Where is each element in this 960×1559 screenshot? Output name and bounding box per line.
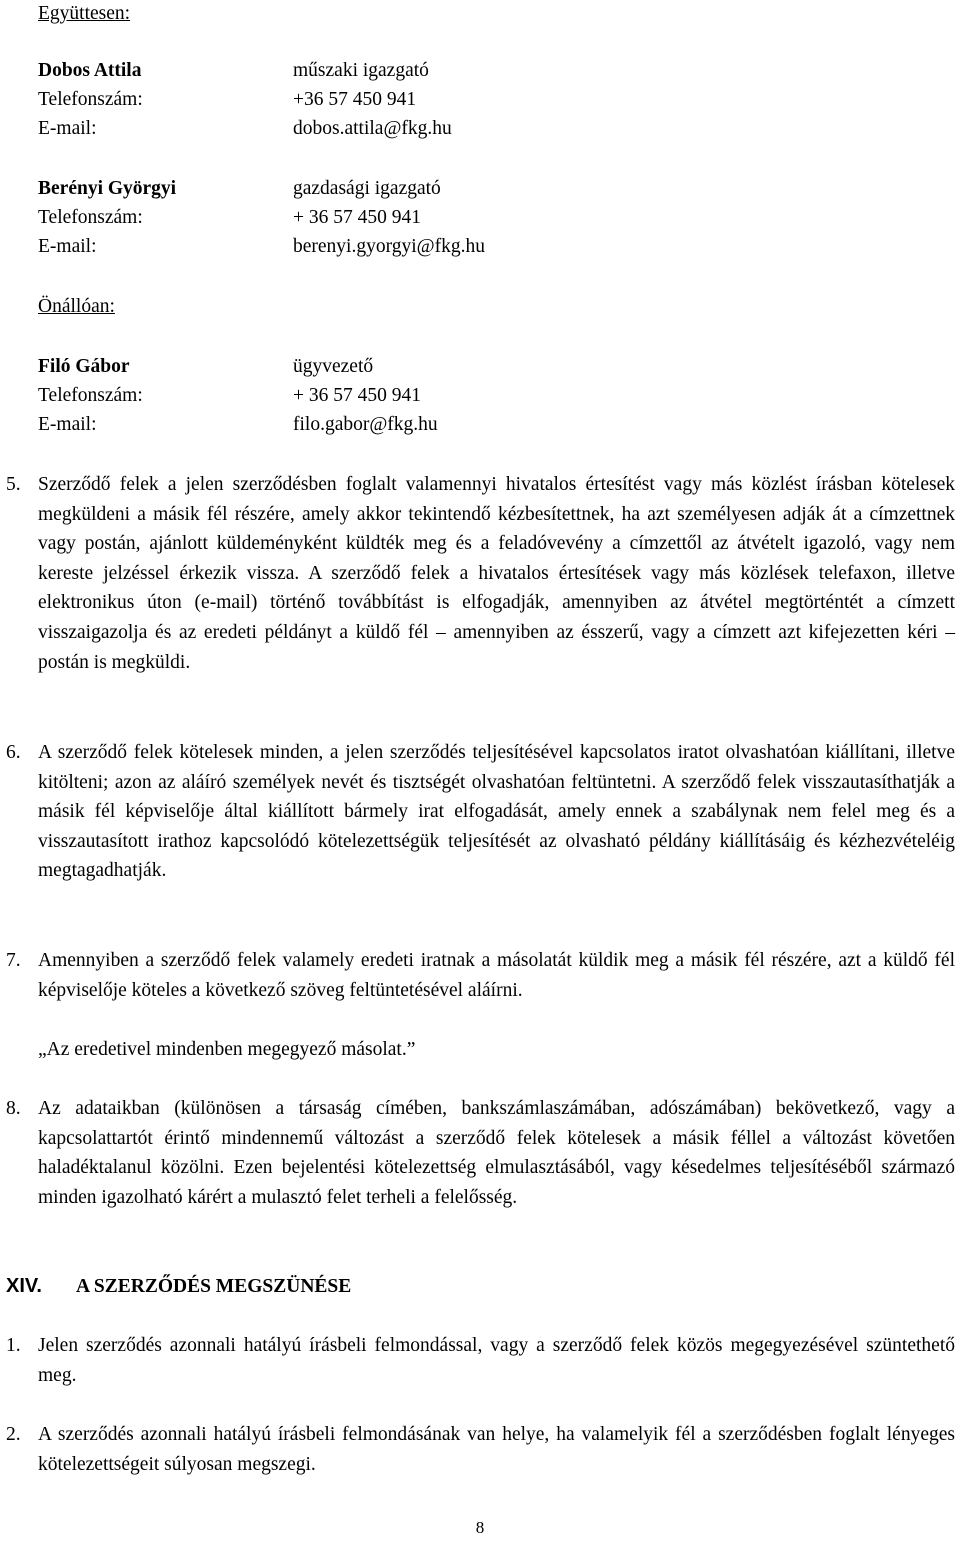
item-text: A szerződés azonnali hatályú írásbeli felmondásának van helye, ha valamelyik fél a szerződésben foglalt lényeges kötelezettségeit súlyosan megszegi.: [38, 1424, 955, 1475]
contact-name: Filó Gábor: [38, 356, 130, 377]
section-text: A szerződő felek kötelesek minden, a jelen szerződés teljesítésével kapcsolatos iratot olvashatóan kiállítani, illetve kitölteni; azon az aláíró személyek nevét és tisztségét olvashatóan feltüntetni. A szerződő felek visszautasíthatják a másik fél képviselője által kiállított bármely irat elfogadását, amely ennek a szabálynak nem felel meg és a visszautasított irathoz kapcsolódó kötelezettségük teljesítését az olvasható példány kiállításáig és kézhezvételéig megtagadhatják.: [38, 742, 955, 882]
email-value: berenyi.gyorgyi@fkg.hu: [293, 236, 485, 257]
phone-label: Telefonszám:: [38, 89, 143, 110]
page-number: 8: [475, 1518, 485, 1537]
contact-role: ügyvezető: [293, 356, 374, 377]
phone-value: + 36 57 450 941: [293, 385, 421, 406]
section-text: Amennyiben a szerződő felek valamely eredeti iratnak a másolatát küldik meg a másik fél részére, azt a küldő fél képviselője köteles a következő szöveg feltüntetésével aláírni.: [38, 950, 955, 1001]
contact-role: műszaki igazgató: [293, 60, 429, 81]
phone-value: +36 57 450 941: [293, 89, 417, 110]
chapter-title: A SZERZŐDÉS MEGSZÜNÉSE: [76, 1276, 352, 1297]
email-label: E-mail:: [38, 118, 97, 139]
phone-label: Telefonszám:: [38, 207, 143, 228]
section-number: 5.: [6, 474, 21, 495]
phone-label: Telefonszám:: [38, 385, 143, 406]
chapter-number: XIV.: [6, 1275, 42, 1297]
section-number: 8.: [6, 1098, 21, 1119]
contact-role: gazdasági igazgató: [293, 178, 441, 199]
contact-name: Berényi Györgyi: [38, 178, 177, 199]
copy-certification-quote: „Az eredetivel mindenben megegyező másolat.”: [38, 1039, 416, 1060]
contact-name: Dobos Attila: [38, 60, 142, 81]
email-value: dobos.attila@fkg.hu: [293, 118, 452, 139]
item-text: Jelen szerződés azonnali hatályú írásbeli felmondással, vagy a szerződő felek közös megegyezésével szüntethető meg.: [38, 1335, 955, 1386]
email-value: filo.gabor@fkg.hu: [293, 414, 438, 435]
item-number: 2.: [6, 1424, 21, 1445]
section-text: Szerződő felek a jelen szerződésben foglalt valamennyi hivatalos értesítést vagy más közlést írásban kötelesek megküldeni a másik fél részére, amely akkor tekintendő kézbesítettnek, ha azt személyesen adják át a címzettnek vagy postán, ajánlott küldeményként küldték meg és a feladóvevény a címzettől az átvételt igazoló, vagy nem kereste jelzéssel érkezik vissza. A szerződő felek a hivatalos értesítések vagy más közlések telefaxon, illetve elektronikus úton (e-mail) történő továbbítást is elfogadják, amennyiben az átvétel megtörténtét a címzett visszaigazolja és az eredeti példányt a küldő fél – amennyiben az ésszerű, vagy a címzett azt kifejezetten kéri – postán is megküldi.: [38, 474, 955, 673]
section-number: 7.: [6, 950, 21, 971]
alone-label: Önállóan:: [38, 296, 115, 317]
together-label: Együttesen:: [38, 3, 131, 24]
phone-value: + 36 57 450 941: [293, 207, 421, 228]
section-number: 6.: [6, 742, 21, 763]
email-label: E-mail:: [38, 236, 97, 257]
section-text: Az adataikban (különösen a társaság címében, bankszámlaszámában, adószámában) bekövetkező, vagy a kapcsolattartót érintő mindennemű változást a szerződő felek kötelesek a másik féllel a változást követően haladéktalanul közölni. Ezen bejelentési kötelezettség elmulasztásából, vagy késedelmes teljesítéséből származó minden igazolható kárért a mulasztó felet terheli a felelősség.: [38, 1098, 955, 1208]
item-number: 1.: [6, 1335, 21, 1356]
email-label: E-mail:: [38, 414, 97, 435]
